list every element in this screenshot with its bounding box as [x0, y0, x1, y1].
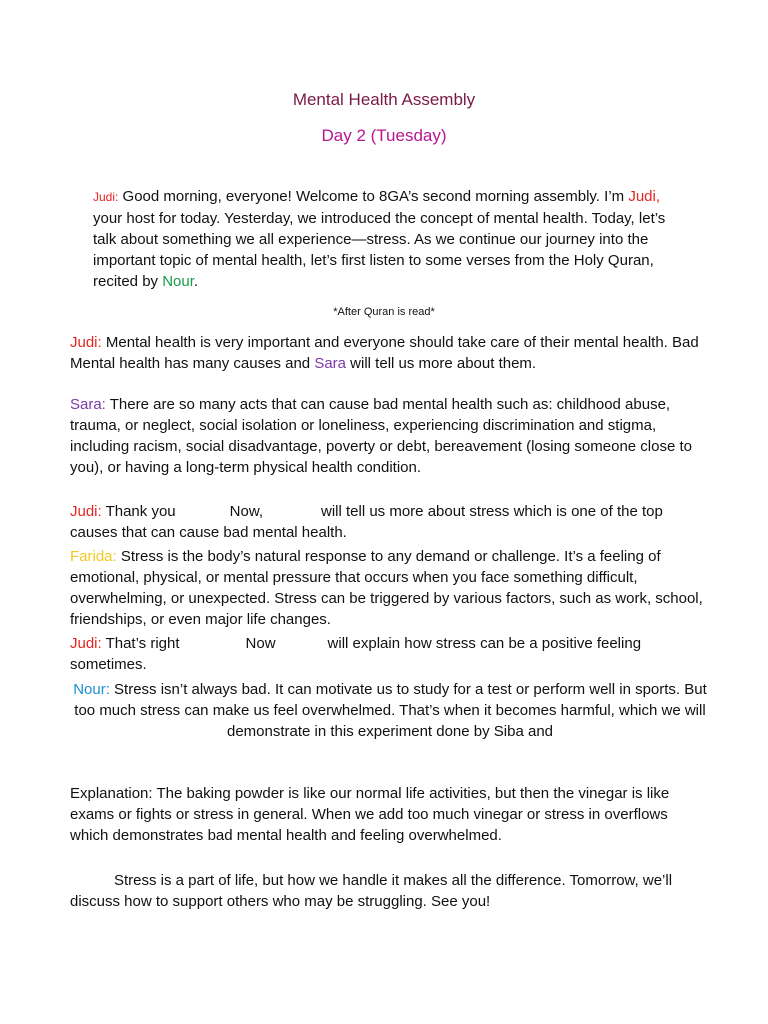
intro-end: . — [193, 273, 199, 290]
paragraph-explanation: Explanation: The baking powder is like our normal life activities, but then the vinegar is like exams or fights or stress in general. When we add too much vinegar or stress in overflows which demonstrates bad mental health and feeling overwhelmed. — [70, 785, 670, 844]
paragraph-judi-3 — [70, 633, 710, 675]
speaker-nour: Nour: — [73, 681, 110, 698]
paragraph-judi-2 — [70, 501, 710, 543]
p5-text-b: Now — [245, 635, 276, 652]
intro-text-2: your host for today. Yesterday, we introduced the concept of mental health. Today, let’s talk about something we all experience—stress. As we continue our journey into the important topic of mental health, let’s first listen to some verses from the Holy Quran, recited by — [93, 210, 666, 290]
speaker-sara: Sara: — [70, 396, 106, 413]
paragraph-nour — [70, 679, 710, 742]
paragraph-sara — [70, 394, 710, 478]
p5-text-c: will explain how stress can be a positive feeling sometimes. — [70, 635, 642, 673]
paragraph-farida — [70, 546, 710, 630]
p5-text-a: That’s right — [101, 635, 180, 652]
page-subtitle: Day 2 (Tuesday) — [321, 126, 447, 145]
p2-text: There are so many acts that can cause bad mental health such as: childhood abuse, trauma, or neglect, social isolation or loneliness, experiencing discrimination and stigma, including racism, social disadvantage, poverty or debt, bereavement (losing someone close to you), or having a long-term physical health condition. — [70, 396, 693, 476]
speaker-judi: Judi: — [70, 334, 102, 351]
p1-text-1: Mental health is very important and everyone should take care of their mental health. Bad Mental health has many causes and — [70, 334, 699, 372]
speaker-judi: Judi: — [70, 635, 102, 652]
p8-text: Stress is a part of life, but how we handle it makes all the difference. Tomorrow, we’ll discuss how to support others who may be struggling. See you! — [70, 872, 673, 910]
name-judi: Judi, — [628, 188, 660, 205]
speaker-judi: Judi: — [70, 503, 102, 520]
speaker-judi: Judi: — [93, 190, 119, 204]
paragraph-judi-1 — [70, 332, 710, 374]
intro-text-1: Good morning, everyone! Welcome to 8GA’s second morning assembly. I’m — [118, 188, 629, 205]
p3-text-c: will tell us more about stress which is one of the top causes that can cause bad mental health. — [70, 503, 663, 541]
p1-text-2: will tell us more about them. — [346, 355, 537, 372]
stage-note: *After Quran is read* — [333, 306, 435, 318]
p3-text-a: Thank you — [101, 503, 176, 520]
page-title: Mental Health Assembly — [292, 90, 476, 109]
speaker-farida: Farida: — [70, 548, 117, 565]
p4-text: Stress is the body’s natural response to any demand or challenge. It’s a feeling of emotional, physical, or mental pressure that occurs when you face something difficult, overwhelming, or unexpected. Stress can be triggered by various factors, such as work, school, friendships, or even major life changes. — [70, 548, 703, 628]
name-sara: Sara — [314, 355, 347, 372]
name-nour: Nour — [162, 273, 194, 290]
p3-text-b: Now, — [229, 503, 263, 520]
p6-text: Stress isn’t always bad. It can motivate us to study for a test or perform well in sports. But too much stress can make us feel overwhelmed. That’s when it becomes harmful, which we will demonstrate in this experiment done by Siba and — [74, 681, 707, 740]
intro-paragraph — [93, 186, 683, 292]
paragraph-closing — [70, 870, 710, 912]
